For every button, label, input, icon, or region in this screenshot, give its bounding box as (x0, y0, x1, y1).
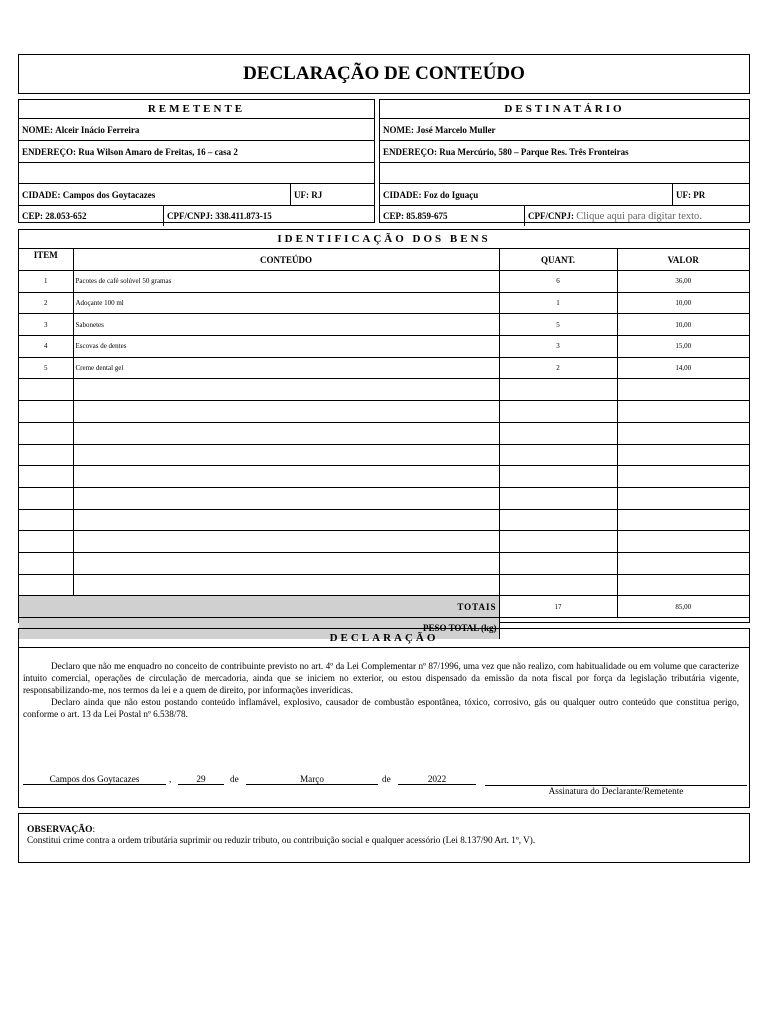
declaracao-paragraph-1: Declaro que não me enquadro no conceito de contribuinte previsto no art. 4º da Lei Complementar nº 87/1996, uma vez que não realizo, com habitualidade ou em volume que caracterize intuito comercial, operações de circulação de mercadoria, ainda que se iniciem no exterior, ou estou dispensado da emissão da nota fiscal por força da legislação tributária vigente, responsabilizando-me, nos termos da lei e a quem de direito, por informações inverídicas. (23, 661, 739, 695)
item-conteudo[interactable]: Pacotes de café solúvel 50 gramas (73, 271, 499, 293)
remetente-nome[interactable]: Alceir Inácio Ferreira (55, 124, 140, 135)
declaracao-header: DECLARAÇÃO (19, 629, 749, 648)
observacao-box (18, 813, 750, 863)
destinatario-endereco-extra-row[interactable] (380, 162, 749, 183)
col-conteudo-header: CONTEÚDO (73, 249, 499, 271)
destinatario-cidade-row: CIDADE : Foz do Iguaçu UF : PR (380, 183, 749, 205)
declaracao-paragraph-2: Declaro ainda que não estou postando conteúdo inflamável, explosivo, causador de combustão espontânea, tóxico, corrosivo, gás ou qualquer outro conteúdo que constitua perigo, conforme o art. 13 da Lei Postal nº 6.538/78. (23, 697, 739, 719)
destinatario-cidade[interactable]: Foz do Iguaçu (423, 189, 479, 200)
remetente-nome-row: NOME : Alceir Inácio Ferreira (19, 118, 374, 140)
item-quant[interactable]: 1 (499, 292, 617, 314)
empty-table-row[interactable] (19, 509, 749, 531)
remetente-cpf[interactable]: 338.411.873-15 (215, 211, 272, 221)
destinatario-endereco-row: ENDEREÇO : Rua Mercúrio, 580 – Parque Res. Três Fronteiras (380, 140, 749, 162)
empty-table-row[interactable] (19, 487, 749, 509)
item-number: 2 (19, 292, 73, 314)
item-valor[interactable]: 10,00 (617, 292, 749, 314)
cpf-label: CPF/CNPJ (528, 211, 571, 221)
item-quant[interactable]: 5 (499, 314, 617, 336)
item-number: 1 (19, 271, 73, 293)
assinatura-label: Assinatura do Declarante/Remetente (548, 786, 684, 796)
item-quant[interactable]: 3 (499, 336, 617, 358)
bens-table-header-row (19, 249, 749, 271)
date-separator: , (169, 774, 172, 784)
total-valor: 85,00 (617, 596, 749, 618)
empty-table-row[interactable] (19, 422, 749, 444)
remetente-cep-row: CEP : 28.053-652 CPF/CNPJ : 338.411.873-15 (19, 205, 374, 226)
item-conteudo[interactable]: Adoçante 100 ml (73, 292, 499, 314)
remetente-box (18, 99, 375, 223)
de-label-2: de (382, 774, 391, 784)
empty-table-row[interactable] (19, 401, 749, 423)
endereco-label: ENDEREÇO (22, 146, 74, 157)
empty-table-row[interactable] (19, 379, 749, 401)
destinatario-cep[interactable]: 85.859-675 (406, 211, 448, 221)
remetente-endereco-extra-row[interactable] (19, 162, 374, 183)
declaracao-box (18, 628, 750, 808)
bens-table (19, 249, 749, 639)
bens-header: IDENTIFICAÇÃO DOS BENS (19, 230, 749, 249)
totais-label: TOTAIS (19, 596, 499, 618)
cidade-label: CIDADE (22, 189, 58, 200)
remetente-endereco[interactable]: Rua Wilson Amaro de Freitas, 16 – casa 2 (78, 146, 238, 157)
cidade-field[interactable]: Campos dos Goytacazes (23, 774, 166, 785)
destinatario-nome[interactable]: José Marcelo Muller (416, 124, 496, 135)
destinatario-cpf-field[interactable]: Clique aqui para digitar texto. (576, 210, 702, 222)
remetente-uf[interactable]: RJ (311, 189, 323, 200)
item-valor[interactable]: 15,00 (617, 336, 749, 358)
uf-label: UF (294, 189, 306, 200)
nome-label: NOME (22, 124, 50, 135)
cep-label: CEP (383, 211, 401, 221)
document-title-box (18, 54, 750, 94)
de-label-1: de (230, 774, 239, 784)
remetente-header: REMETENTE (147, 103, 246, 115)
item-number: 4 (19, 336, 73, 358)
empty-table-row[interactable] (19, 531, 749, 553)
total-quant: 17 (499, 596, 617, 618)
cep-label: CEP (22, 211, 40, 221)
destinatario-box (379, 99, 750, 223)
item-valor[interactable]: 36,00 (617, 271, 749, 293)
bens-box (18, 229, 750, 634)
item-valor[interactable]: 10,00 (617, 314, 749, 336)
col-quant-header: QUANT. (499, 249, 617, 271)
nome-label: NOME (383, 124, 411, 135)
col-item-header: ITEM (19, 249, 73, 271)
remetente-cep[interactable]: 28.053-652 (45, 211, 87, 221)
table-row[interactable] (19, 271, 749, 293)
cidade-label: CIDADE (383, 189, 419, 200)
empty-table-row[interactable] (19, 552, 749, 574)
declaracao-text (19, 648, 749, 720)
signature-field[interactable] (485, 774, 747, 786)
endereco-label: ENDEREÇO (383, 146, 435, 157)
observacao-label: OBSERVAÇÃO (27, 825, 93, 835)
destinatario-cep-row: CEP : 85.859-675 CPF/CNPJ : Clique aqui para digitar texto. (380, 205, 749, 226)
cpf-label: CPF/CNPJ (167, 211, 210, 221)
item-conteudo[interactable]: Sabonetes (73, 314, 499, 336)
destinatario-header: DESTINATÁRIO (504, 103, 625, 115)
ano-field[interactable]: 2022 (398, 774, 476, 785)
destinatario-uf[interactable]: PR (693, 189, 706, 200)
item-conteudo[interactable]: Creme dental gel (73, 357, 499, 379)
empty-table-row[interactable] (19, 574, 749, 596)
remetente-cidade-row: CIDADE : Campos dos Goytacazes UF : RJ (19, 183, 374, 205)
remetente-cidade[interactable]: Campos dos Goytacazes (62, 189, 156, 200)
document-title: DECLARAÇÃO DE CONTEÚDO (243, 63, 525, 84)
table-row[interactable] (19, 336, 749, 358)
table-row[interactable] (19, 357, 749, 379)
peso-label: PESO TOTAL (kg) (19, 618, 499, 639)
col-valor-header: VALOR (617, 249, 749, 271)
item-valor[interactable]: 14,00 (617, 357, 749, 379)
dia-field[interactable]: 29 (178, 774, 224, 785)
uf-label: UF (676, 189, 688, 200)
observacao-text: Constitui crime contra a ordem tributária suprimir ou reduzir tributo, ou contribuição social e qualquer acessório (Lei 8.137/90 Art. 1º, V). (27, 835, 536, 845)
table-row[interactable] (19, 314, 749, 336)
totais-row (19, 596, 749, 618)
item-number: 5 (19, 357, 73, 379)
empty-table-row[interactable] (19, 466, 749, 488)
observacao-heading: OBSERVAÇÃO: (27, 825, 96, 835)
item-quant[interactable]: 6 (499, 271, 617, 293)
item-number: 3 (19, 314, 73, 336)
table-row[interactable] (19, 292, 749, 314)
destinatario-nome-row: NOME : José Marcelo Muller (380, 118, 749, 140)
item-conteudo[interactable]: Escovas de dentes (73, 336, 499, 358)
item-quant[interactable]: 2 (499, 357, 617, 379)
destinatario-endereco[interactable]: Rua Mercúrio, 580 – Parque Res. Três Fronteiras (439, 146, 629, 157)
remetente-endereco-row: ENDEREÇO : Rua Wilson Amaro de Freitas, 16 – casa 2 (19, 140, 374, 162)
empty-table-row[interactable] (19, 444, 749, 466)
mes-field[interactable]: Março (246, 774, 378, 785)
